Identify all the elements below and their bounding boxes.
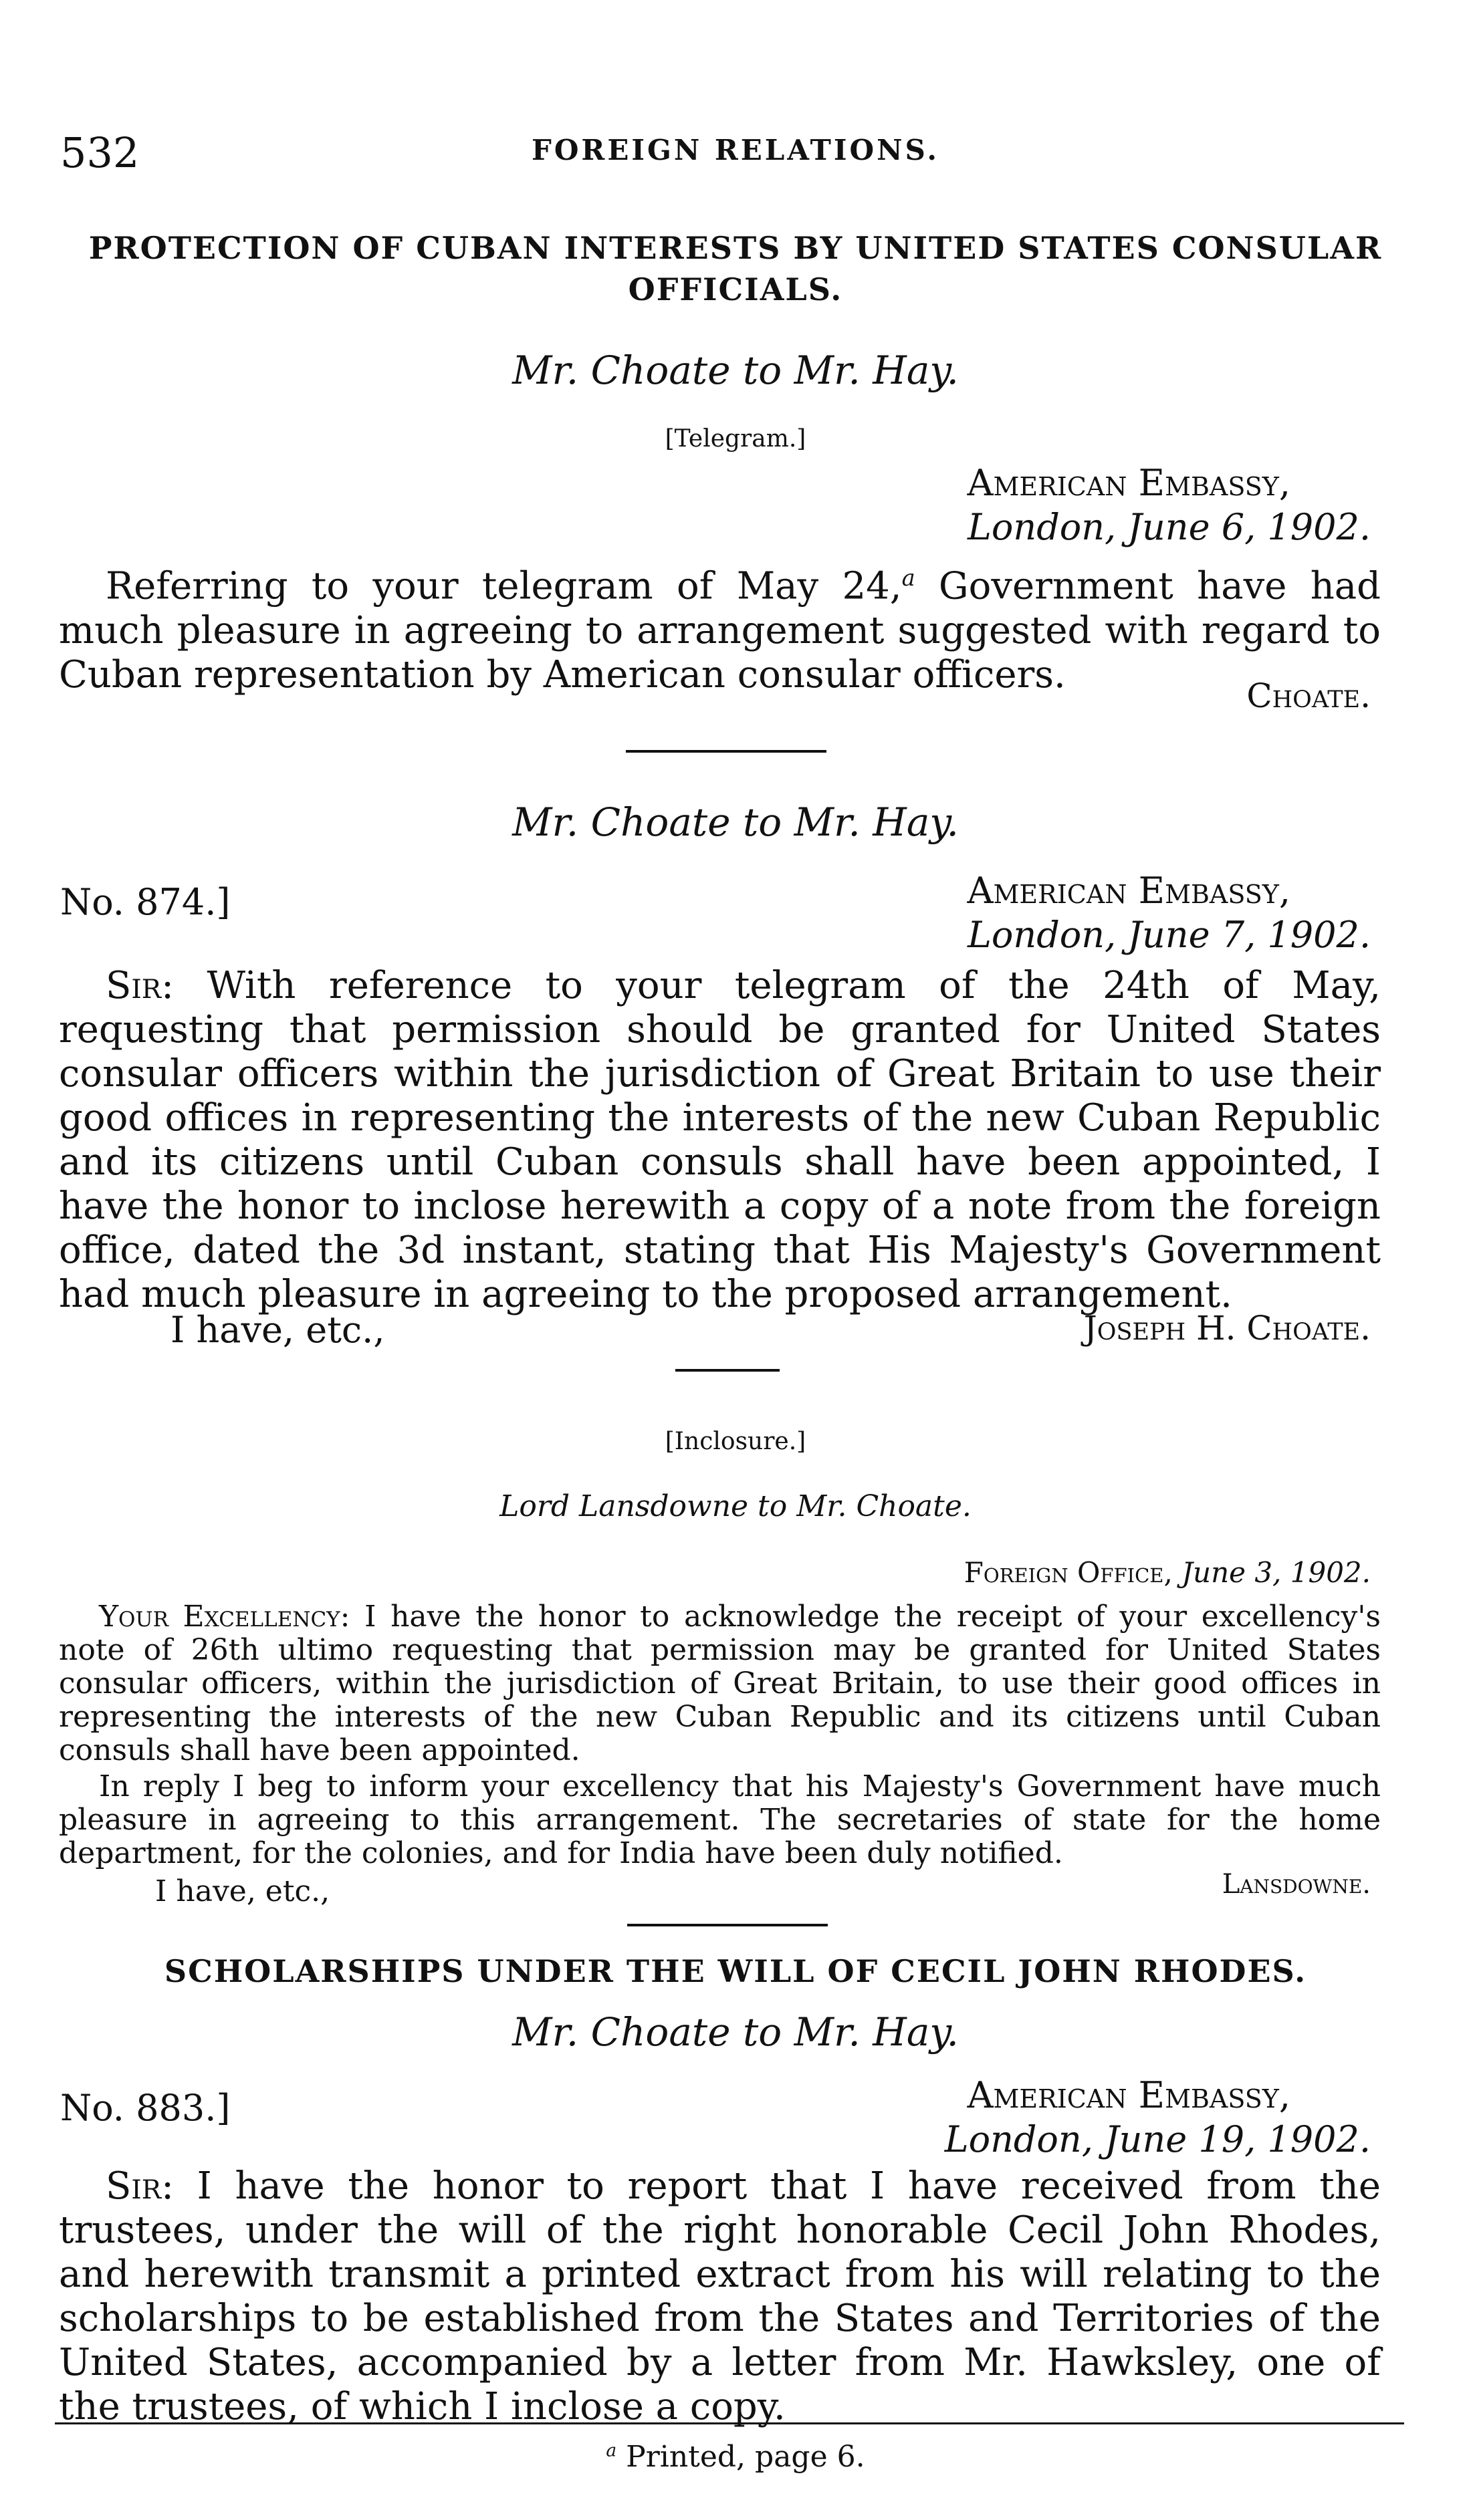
inclosure-body-second: In reply I beg to inform your excellency that his Majesty's Government have much pleasure in agreeing to this arrangement. The secretaries of state for the home department, for the colonies, and for India have been duly notified. (59, 1769, 1381, 1870)
telegram-note: [Telegram.] (665, 425, 806, 453)
body-text-start: Referring to your telegram of May 24, (106, 564, 902, 608)
running-header (60, 128, 1411, 175)
dateline-date: London, June 7, 1902. (968, 914, 1371, 956)
letter-heading: Mr. Choate to Mr. Hay. (512, 799, 959, 845)
divider-rule (627, 1924, 828, 1926)
footnote-rule (55, 2422, 1404, 2424)
dateline (945, 2073, 1371, 2162)
signature: Choate. (1246, 676, 1371, 715)
letter-body (59, 556, 1381, 697)
inclosure-note: [Inclosure.] (665, 1428, 806, 1455)
closing: I have, etc., (171, 1309, 385, 1351)
running-title: FOREIGN RELATIONS. (532, 134, 939, 166)
salutation: Sir: (106, 964, 175, 1007)
closing: I have, etc., (155, 1874, 330, 1908)
letter-body (59, 964, 1381, 1317)
salutation: Sir: (106, 2164, 175, 2208)
footnote-marker: a (606, 2440, 617, 2461)
body-text-end: Government have had much pleasure in agreeing to arrangement suggested with regard to Cuban representation by American consular officers. (59, 564, 1381, 697)
inclosure-heading: Lord Lansdowne to Mr. Choate. (499, 1489, 972, 1523)
section-heading-rhodes-scholarships: SCHOLARSHIPS UNDER THE WILL OF CECIL JOHN RHODES. (164, 1953, 1307, 1989)
signature: Joseph H. Choate. (1083, 1309, 1371, 1348)
salutation: Your Excellency: (99, 1600, 350, 1634)
section-heading-cuban-interests: PROTECTION OF CUBAN INTERESTS BY UNITED STATES CONSULAR OFFICIALS. (88, 230, 1383, 307)
dateline-date: June 3, 1902. (1181, 1556, 1371, 1589)
signature: Lansdowne. (1222, 1869, 1371, 1900)
document-number: No. 874.] (60, 881, 231, 923)
letter-heading: Mr. Choate to Mr. Hay. (512, 348, 959, 393)
dateline-date: London, June 6, 1902. (968, 506, 1371, 548)
dateline (967, 461, 1371, 549)
dateline (967, 869, 1371, 957)
body-text: I have the honor to report that I have received from the trustees, under the will of the right honorable Cecil John Rhodes, and herewith transmit a printed extract from his will relating to the scholarships to be established from the States and Territories of the United States, accompanied by a letter from Mr. Hawksley, one of the trustees, of which I inclose a copy. (59, 2164, 1381, 2428)
divider-rule (626, 750, 826, 753)
dateline-date: London, June 19, 1902. (944, 2118, 1371, 2160)
letter-heading: Mr. Choate to Mr. Hay. (512, 2009, 959, 2055)
footnote-marker: a (901, 565, 915, 591)
body-text: With reference to your telegram of the 24th of May, requesting that permission should be granted for United States consular officers within the jurisdiction of Great Britain to use their good offices in representing the interests of the new Cuban Republic and its citizens until Cuban consuls shall have been appointed, I have the honor to inclose herewith a copy of a note from the foreign office, dated the 3d instant, stating that His Majesty's Government had much pleasure in agreeing to the proposed arrangement. (59, 964, 1381, 1316)
dateline-place: American Embassy, (967, 2074, 1290, 2116)
footnote (0, 2440, 1471, 2474)
document-number: No. 883.] (60, 2087, 231, 2129)
page-number: 532 (60, 128, 140, 177)
divider-rule (675, 1369, 780, 1372)
dateline (964, 1556, 1371, 1590)
dateline-place: Foreign Office, (964, 1556, 1173, 1589)
dateline-place: American Embassy, (967, 870, 1290, 912)
dateline-place: American Embassy, (967, 462, 1290, 504)
body-text: I have the honor to acknowledge the receipt of your excellency's note of 26th ultimo requesting that permission may be granted for United States consular officers, within the jurisdiction of Great Britain, to use their good offices in representing the interests of the new Cuban Republic and its citizens until Cuban consuls shall have been appointed. (59, 1600, 1381, 1767)
inclosure-body-first (59, 1600, 1381, 1767)
letter-body (59, 2164, 1381, 2429)
footnote-text: Printed, page 6. (626, 2440, 865, 2474)
